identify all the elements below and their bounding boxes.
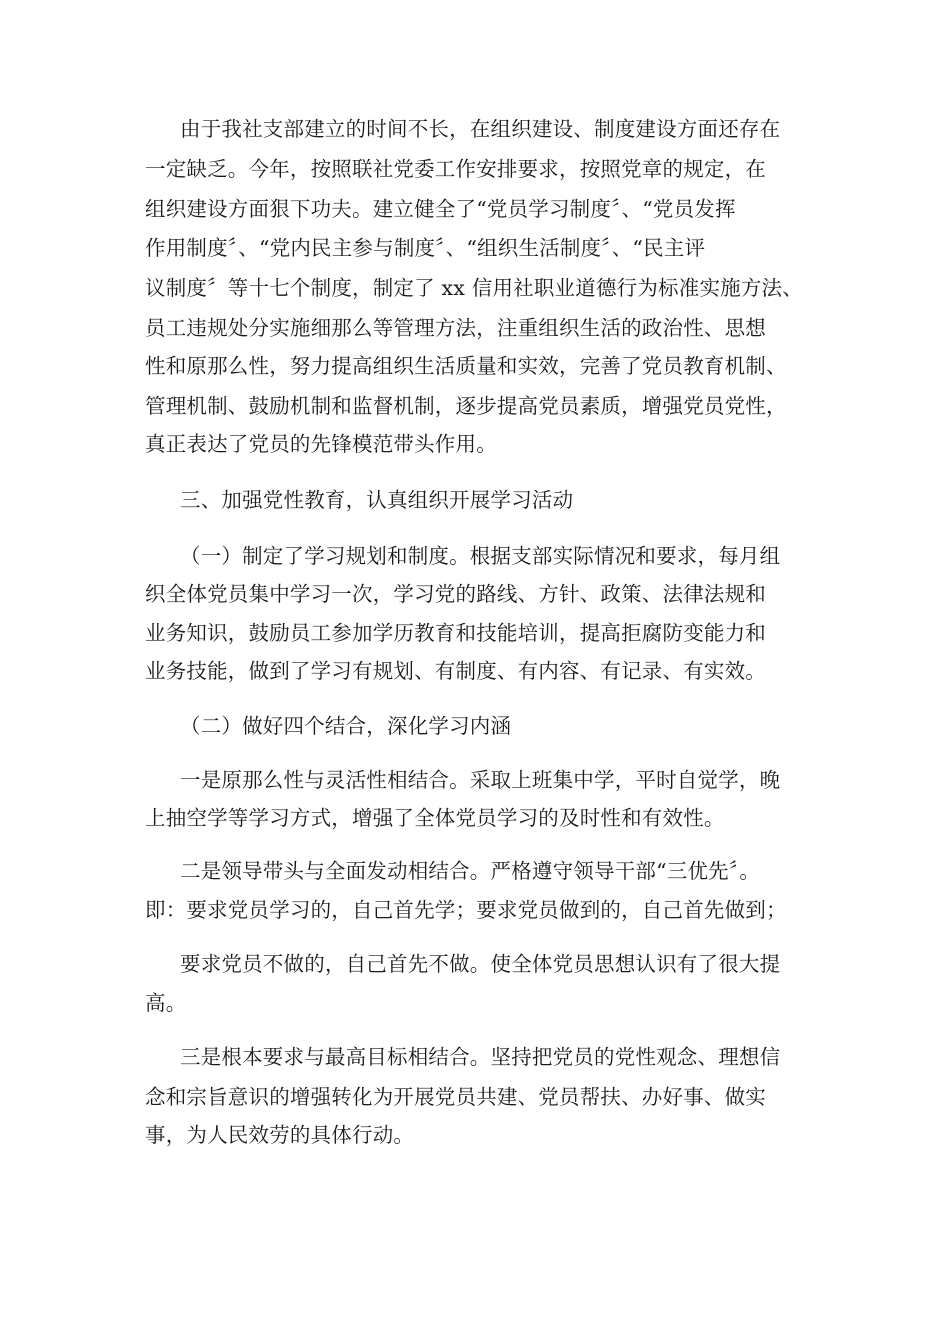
text-line: 管理机制、鼓励机制和监督机制，逐步提高党员素质，增强党员党性， — [145, 394, 787, 418]
text-line: 性和原那么性，努力提高组织生活质量和实效，完善了党员教育机制、 — [145, 354, 787, 378]
text-line: 要求党员不做的，自己首先不做。使全体党员思想认识有了很大提 — [180, 952, 781, 976]
subsection-heading: （二）做好四个结合，深化学习内涵 — [180, 714, 512, 738]
section-heading: 三、加强党性教育，认真组织开展学习活动 — [180, 488, 574, 512]
text-line: 业务知识，鼓励员工参加学历教育和技能培训，提高拒腐防变能力和 — [145, 621, 766, 645]
text-line: 议制度〞等十七个制度，制定了 xx 信用社职业道德行为标准实施方法、 — [145, 276, 803, 300]
text-line: 高。 — [145, 991, 187, 1015]
text-line: 织全体党员集中学习一次，学习党的路线、方针、政策、法律法规和 — [145, 582, 766, 606]
text-line: 即：要求党员学习的，自己首先学；要求党员做到的，自己首先做到； — [145, 898, 787, 922]
text-line: 一定缺乏。今年，按照联社党委工作安排要求，按照党章的规定，在 — [145, 157, 766, 181]
text-line: 员工违规处分实施细那么等管理方法，注重组织生活的政治性、思想 — [145, 316, 766, 340]
text-line: 业务技能，做到了学习有规划、有制度、有内容、有记录、有实效。 — [145, 659, 766, 683]
text-line: 组织建设方面狠下功夫。建立健全了“党员学习制度〞、“党员发挥 — [145, 197, 736, 221]
text-line: 三是根本要求与最高目标相结合。坚持把党员的党性观念、理想信 — [180, 1045, 781, 1069]
text-line: （一）制定了学习规划和制度。根据支部实际情况和要求，每月组 — [180, 544, 781, 568]
text-line: 念和宗旨意识的增强转化为开展党员共建、党员帮扶、办好事、做实 — [145, 1085, 766, 1109]
text-line: 由于我社支部建立的时间不长，在组织建设、制度建设方面还存在 — [180, 117, 781, 141]
text-line: 上抽空学等学习方式，增强了全体党员学习的及时性和有效性。 — [145, 806, 725, 830]
text-line: 一是原那么性与灵活性相结合。采取上班集中学，平时自觉学，晚 — [180, 768, 781, 792]
text-line: 作用制度〞、“党内民主参与制度〞、“组织生活制度〞、“民主评 — [145, 236, 706, 260]
text-line: 真正表达了党员的先锋模范带头作用。 — [145, 432, 497, 456]
text-line: 二是领导带头与全面发动相结合。严格遵守领导干部“三优先〞。 — [180, 859, 761, 883]
text-line: 事，为人民效劳的具体行动。 — [145, 1123, 415, 1147]
